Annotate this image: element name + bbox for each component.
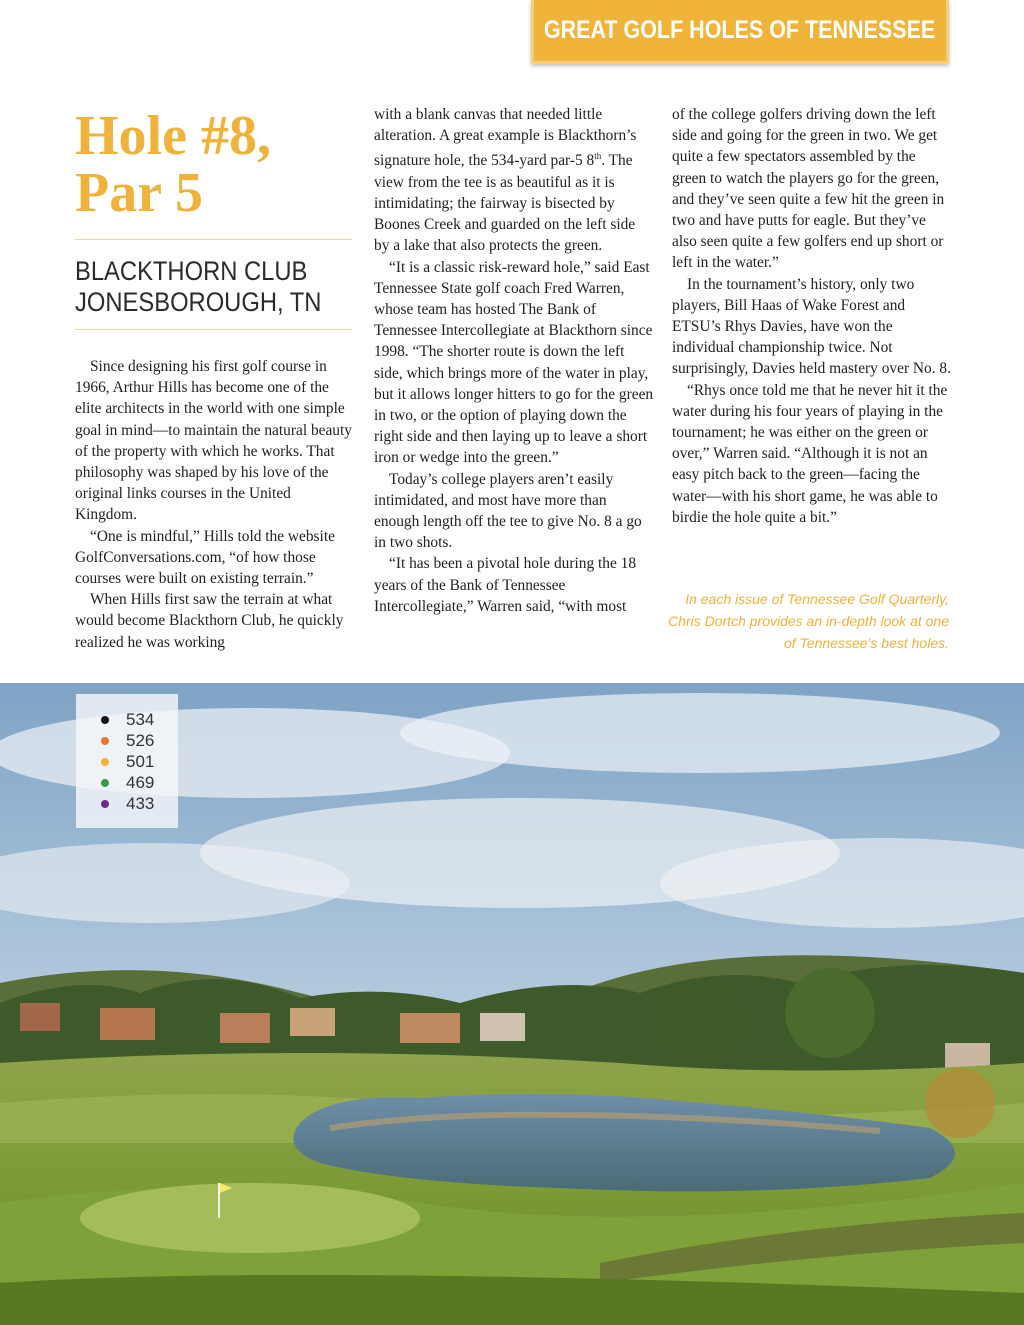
- paragraph: Today’s college players aren’t easily intimidated, and most have more than enough length off the tee to give No. 8 a go in two shots.: [374, 470, 642, 552]
- tee-item: [101, 731, 178, 752]
- tee-color-dot: [101, 758, 109, 766]
- club-location: JONESBOROUGH, TN: [75, 287, 322, 317]
- tee-item: [101, 793, 178, 814]
- tee-yardage: 501: [126, 751, 155, 771]
- tee-color-dot: [101, 737, 109, 745]
- tee-color-dot: [101, 779, 109, 787]
- article-column-2: [374, 104, 654, 617]
- tee-item: [101, 710, 178, 731]
- paragraph: “Rhys once told me that he never hit it the water during his four years of playing in the tournament; he was either on the green or over,” Warren said. “Although it is not an easy pitch back to the green—facing the water—with his short game, he was able to birdie the hole quite a bit.”: [672, 381, 948, 526]
- paragraph: [374, 104, 654, 257]
- tee-yardage: 526: [126, 731, 155, 751]
- hole-title-line2: Par 5: [75, 162, 204, 224]
- tee-item: [101, 752, 178, 773]
- tee-color-dot: [101, 800, 109, 808]
- tee-item: [101, 772, 178, 793]
- tee-yardage: 433: [126, 793, 155, 813]
- divider-top: [75, 239, 352, 240]
- paragraph: “It has been a pivotal hole during the 18 years of the Bank of Tennessee Intercollegiate,” Warren said, “with most: [374, 555, 637, 615]
- credit-line: In each issue of Tennessee Golf Quarterly,: [685, 591, 949, 607]
- tee-color-dot: [101, 716, 109, 724]
- paragraph-text: . The view from the tee is as beautiful as it is intimidating; the fairway is bisected by Boones Creek and guarded on the left side by a lake that also protects the green.: [374, 152, 636, 255]
- credit-line: Chris Dortch provides an in-depth look at one: [668, 613, 949, 629]
- club-name: BLACKTHORN CLUB: [75, 256, 308, 286]
- article-column-1: [75, 356, 355, 653]
- club-info: [75, 256, 365, 318]
- paragraph-text: with a blank canvas that needed little alteration. A great example is Blackthorn’s signature hole, the 534-yard par-5 8: [374, 106, 637, 170]
- section-banner: [531, 0, 949, 64]
- paragraph: When Hills first saw the terrain at what would become Blackthorn Club, he quickly realized he was working: [75, 591, 344, 651]
- credit-line: of Tennessee’s best holes.: [783, 635, 949, 651]
- article-column-3: [672, 104, 952, 528]
- paragraph: “One is mindful,” Hills told the website GolfConversations.com, “of how those courses were built on existing terrain.”: [75, 527, 335, 588]
- hole-title: [75, 105, 355, 224]
- section-title: GREAT GOLF HOLES OF TENNESSEE: [544, 16, 936, 44]
- author-credit: [660, 588, 949, 654]
- paragraph: In the tournament’s history, only two players, Bill Haas of Wake Forest and ETSU’s Rhys Davies, have won the individual championship twice. Not surprisingly, Davies held mastery over No. 8.: [672, 275, 951, 378]
- paragraph: of the college golfers driving down the left side and going for the green in two. We get quite a few spectators assembled by the green to watch the players go for the green, and they’ve seen quite a few hit the green in two and have putts for eagle. But they’ve also seen quite a few golfers end up short or left in the water.”: [672, 106, 945, 272]
- tee-yardage: 534: [126, 710, 155, 730]
- paragraph: “It is a classic risk-reward hole,” said East Tennessee State golf coach Fred Warren, whose team has hosted The Bank of Tennessee Intercollegiate at Blackthorn since 1998. “The shorter route is down the left side, which brings more of the water in play, but it allows longer hitters to go for the green in two, or the option of playing down the right side and then laying up to leave a short iron or wedge into the green.”: [374, 258, 654, 467]
- tee-yardage: 469: [126, 772, 155, 792]
- ordinal-suffix: th: [594, 151, 602, 162]
- hole-title-line1: Hole #8,: [75, 105, 271, 167]
- divider-bottom: [75, 329, 352, 330]
- tee-yardage-legend: [76, 694, 178, 828]
- paragraph: Since designing his first golf course in 1966, Arthur Hills has become one of the elite architects in the world with one simple goal in mind—to maintain the natural beauty of the property with which he works. That philosophy was shaped by his love of the original links courses in the United Kingdom.: [75, 358, 352, 524]
